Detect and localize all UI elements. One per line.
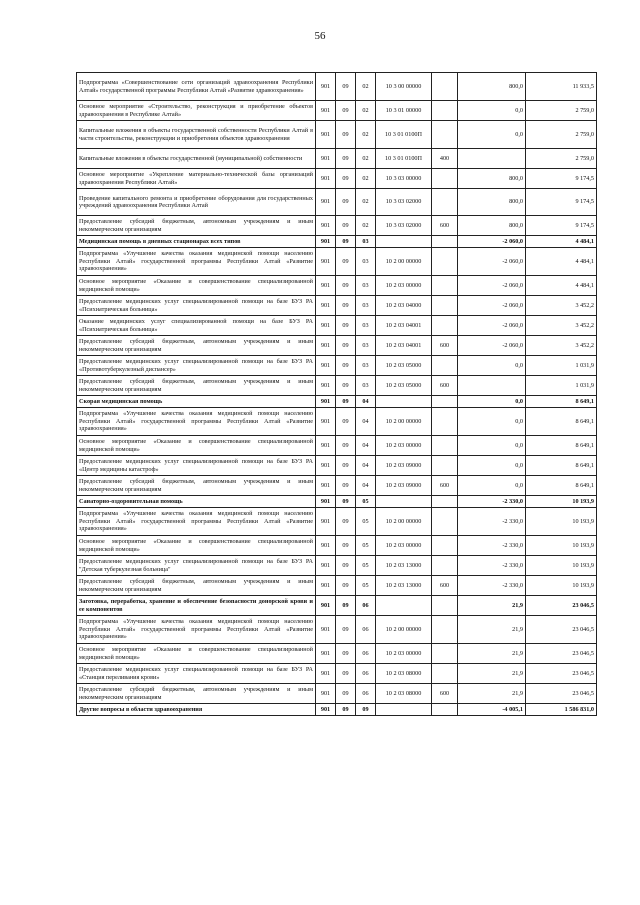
section-code: 09 xyxy=(336,149,356,169)
ministry-code: 901 xyxy=(316,276,336,296)
ministry-code: 901 xyxy=(316,436,336,456)
row-name: Другие вопросы в области здравоохранения xyxy=(77,704,316,716)
expense-type xyxy=(432,644,458,664)
expense-type xyxy=(432,356,458,376)
change-amount: -2 330,0 xyxy=(458,536,526,556)
expense-type: 600 xyxy=(432,476,458,496)
table-row xyxy=(77,704,597,716)
change-amount xyxy=(458,376,526,396)
ministry-code: 901 xyxy=(316,556,336,576)
row-name: Медицинская помощь в дневных стационарах всех типов xyxy=(77,236,316,248)
change-amount: 800,0 xyxy=(458,169,526,189)
target-article xyxy=(376,596,432,616)
ministry-code: 901 xyxy=(316,596,336,616)
row-name: Предоставление медицинских услуг специализированной помощи на базе БУЗ РА «Противотуберкулезный диспансер» xyxy=(77,356,316,376)
ministry-code: 901 xyxy=(316,149,336,169)
target-article: 10 2 03 09000 xyxy=(376,456,432,476)
expense-type xyxy=(432,704,458,716)
expense-type: 600 xyxy=(432,216,458,236)
section-code: 09 xyxy=(336,556,356,576)
row-name: Подпрограмма «Улучшение качества оказания медицинской помощи населению Республики Алтай» государственной программы Республики Алтай «Развитие здравоохранения» xyxy=(77,248,316,276)
row-name: Подпрограмма «Совершенствование сети организаций здравоохранения Республики Алтай» государственной программы Республики Алтай «Развитие здравоохранения» xyxy=(77,73,316,101)
row-name: Предоставление субсидий бюджетным, автономным учреждениям и иным некоммерческим организациям xyxy=(77,576,316,596)
total-amount: 8 649,1 xyxy=(526,396,597,408)
section-code: 09 xyxy=(336,396,356,408)
table-row xyxy=(77,664,597,684)
subsection-code: 05 xyxy=(356,496,376,508)
expense-type: 600 xyxy=(432,376,458,396)
table-row xyxy=(77,248,597,276)
subsection-code: 09 xyxy=(356,704,376,716)
row-name: Предоставление субсидий бюджетным, автономным учреждениям и иным некоммерческим организациям xyxy=(77,376,316,396)
subsection-code: 03 xyxy=(356,336,376,356)
row-name: Основное мероприятие «Оказание и совершенствование специализированной медицинской помощи» xyxy=(77,536,316,556)
subsection-code: 03 xyxy=(356,316,376,336)
target-article: 10 2 03 05000 xyxy=(376,356,432,376)
target-article: 10 2 03 13000 xyxy=(376,556,432,576)
row-name: Предоставление медицинских услуг специализированной помощи на базе БУЗ РА «Станция переливания крови» xyxy=(77,664,316,684)
target-article xyxy=(376,236,432,248)
expense-type xyxy=(432,189,458,216)
subsection-code: 03 xyxy=(356,236,376,248)
table-row xyxy=(77,276,597,296)
change-amount: -4 005,1 xyxy=(458,704,526,716)
expense-type xyxy=(432,496,458,508)
subsection-code: 03 xyxy=(356,248,376,276)
target-article: 10 2 03 05000 xyxy=(376,376,432,396)
change-amount: -2 330,0 xyxy=(458,508,526,536)
row-name: Предоставление медицинских услуг специализированной помощи на базе БУЗ РА «Психиатрическая больница» xyxy=(77,296,316,316)
expense-type: 400 xyxy=(432,149,458,169)
expense-type xyxy=(432,169,458,189)
ministry-code: 901 xyxy=(316,336,336,356)
subsection-code: 02 xyxy=(356,149,376,169)
table-row xyxy=(77,556,597,576)
section-code: 09 xyxy=(336,644,356,664)
target-article: 10 2 03 00000 xyxy=(376,644,432,664)
target-article: 10 2 03 04001 xyxy=(376,316,432,336)
row-name: Предоставление субсидий бюджетным, автономным учреждениям и иным некоммерческим организациям xyxy=(77,684,316,704)
row-name: Основное мероприятие «Строительство, реконструкция и приобретение объектов здравоохранения в Республике Алтай» xyxy=(77,101,316,121)
table-row xyxy=(77,149,597,169)
section-code: 09 xyxy=(336,536,356,556)
target-article: 10 2 03 04001 xyxy=(376,336,432,356)
expense-type xyxy=(432,436,458,456)
ministry-code: 901 xyxy=(316,616,336,644)
change-amount: -2 060,0 xyxy=(458,276,526,296)
subsection-code: 02 xyxy=(356,189,376,216)
row-name: Скорая медицинская помощь xyxy=(77,396,316,408)
section-code: 09 xyxy=(336,664,356,684)
change-amount: -2 060,0 xyxy=(458,316,526,336)
ministry-code: 901 xyxy=(316,644,336,664)
table-row xyxy=(77,216,597,236)
change-amount: 21,9 xyxy=(458,596,526,616)
change-amount: -2 060,0 xyxy=(458,236,526,248)
table-row xyxy=(77,296,597,316)
ministry-code: 901 xyxy=(316,704,336,716)
total-amount: 1 586 831,0 xyxy=(526,704,597,716)
section-code: 09 xyxy=(336,704,356,716)
ministry-code: 901 xyxy=(316,296,336,316)
expense-type xyxy=(432,296,458,316)
expense-type xyxy=(432,396,458,408)
expense-type xyxy=(432,536,458,556)
subsection-code: 02 xyxy=(356,73,376,101)
row-name: Заготовка, переработка, хранение и обеспечение безопасности донорской крови и ее компонентов xyxy=(77,596,316,616)
ministry-code: 901 xyxy=(316,396,336,408)
expense-type xyxy=(432,101,458,121)
subsection-code: 05 xyxy=(356,576,376,596)
table-row xyxy=(77,169,597,189)
subsection-code: 05 xyxy=(356,508,376,536)
change-amount: 21,9 xyxy=(458,684,526,704)
table-row xyxy=(77,596,597,616)
total-amount: 10 193,9 xyxy=(526,556,597,576)
expense-type xyxy=(432,73,458,101)
total-amount: 2 759,0 xyxy=(526,101,597,121)
expense-type: 600 xyxy=(432,684,458,704)
row-name: Предоставление медицинских услуг специализированной помощи на базе БУЗ РА «Центр медицины катастроф» xyxy=(77,456,316,476)
target-article: 10 2 00 00000 xyxy=(376,248,432,276)
target-article xyxy=(376,704,432,716)
row-name: Оказание медицинских услуг специализированной помощи на базе БУЗ РА «Психиатрическая больница» xyxy=(77,316,316,336)
target-article: 10 3 03 00000 xyxy=(376,169,432,189)
total-amount: 1 031,9 xyxy=(526,356,597,376)
table-row xyxy=(77,316,597,336)
subsection-code: 04 xyxy=(356,408,376,436)
ministry-code: 901 xyxy=(316,664,336,684)
table-row xyxy=(77,408,597,436)
change-amount: 21,9 xyxy=(458,616,526,644)
subsection-code: 04 xyxy=(356,436,376,456)
section-code: 09 xyxy=(336,476,356,496)
ministry-code: 901 xyxy=(316,121,336,149)
row-name: Проведение капитального ремонта и приобретение оборудования для государственных учреждений здравоохранения Республики Алтай xyxy=(77,189,316,216)
page-number: 56 xyxy=(314,30,326,42)
change-amount: 0,0 xyxy=(458,121,526,149)
section-code: 09 xyxy=(336,236,356,248)
subsection-code: 03 xyxy=(356,296,376,316)
change-amount: -2 060,0 xyxy=(458,296,526,316)
expense-type xyxy=(432,236,458,248)
subsection-code: 04 xyxy=(356,476,376,496)
change-amount xyxy=(458,149,526,169)
row-name: Капитальные вложения в объекты государственной (муниципальной) собственности xyxy=(77,149,316,169)
table-row xyxy=(77,536,597,556)
total-amount: 3 452,2 xyxy=(526,296,597,316)
target-article: 10 3 03 02000 xyxy=(376,216,432,236)
change-amount: 0,0 xyxy=(458,396,526,408)
row-name: Подпрограмма «Улучшение качества оказания медицинской помощи населению Республики Алтай» государственной программы Республики Алтай «Развитие здравоохранения» xyxy=(77,408,316,436)
subsection-code: 04 xyxy=(356,456,376,476)
table-row xyxy=(77,336,597,356)
section-code: 09 xyxy=(336,121,356,149)
row-name: Подпрограмма «Улучшение качества оказания медицинской помощи населению Республики Алтай» государственной программы Республики Алтай «Развитие здравоохранения» xyxy=(77,508,316,536)
total-amount: 1 031,9 xyxy=(526,376,597,396)
section-code: 09 xyxy=(336,216,356,236)
section-code: 09 xyxy=(336,616,356,644)
table-row xyxy=(77,476,597,496)
target-article: 10 2 03 00000 xyxy=(376,436,432,456)
ministry-code: 901 xyxy=(316,356,336,376)
total-amount: 4 484,1 xyxy=(526,248,597,276)
ministry-code: 901 xyxy=(316,73,336,101)
ministry-code: 901 xyxy=(316,508,336,536)
expense-type xyxy=(432,456,458,476)
change-amount: 800,0 xyxy=(458,73,526,101)
row-name: Предоставление субсидий бюджетным, автономным учреждениям и иным некоммерческим организациям xyxy=(77,216,316,236)
section-code: 09 xyxy=(336,456,356,476)
section-code: 09 xyxy=(336,436,356,456)
total-amount: 10 193,9 xyxy=(526,496,597,508)
total-amount: 10 193,9 xyxy=(526,508,597,536)
target-article: 10 2 03 00000 xyxy=(376,276,432,296)
change-amount: -2 060,0 xyxy=(458,336,526,356)
expense-type xyxy=(432,596,458,616)
table-row xyxy=(77,684,597,704)
total-amount: 8 649,1 xyxy=(526,436,597,456)
table-row xyxy=(77,576,597,596)
subsection-code: 06 xyxy=(356,616,376,644)
total-amount: 23 046,5 xyxy=(526,684,597,704)
ministry-code: 901 xyxy=(316,684,336,704)
target-article xyxy=(376,496,432,508)
table-row xyxy=(77,236,597,248)
subsection-code: 02 xyxy=(356,216,376,236)
total-amount: 10 193,9 xyxy=(526,576,597,596)
table-row xyxy=(77,189,597,216)
ministry-code: 901 xyxy=(316,476,336,496)
table-row xyxy=(77,121,597,149)
ministry-code: 901 xyxy=(316,316,336,336)
target-article: 10 2 03 09000 xyxy=(376,476,432,496)
subsection-code: 06 xyxy=(356,596,376,616)
section-code: 09 xyxy=(336,596,356,616)
change-amount: 0,0 xyxy=(458,456,526,476)
table-row xyxy=(77,396,597,408)
row-name: Капитальные вложения в объекты государственной собственности Республики Алтай в части строительства, реконструкции и приобретения объектов здравоохранения xyxy=(77,121,316,149)
row-name: Санаторно-оздоровительная помощь xyxy=(77,496,316,508)
change-amount: 0,0 xyxy=(458,101,526,121)
total-amount: 9 174,5 xyxy=(526,169,597,189)
target-article: 10 2 03 08000 xyxy=(376,684,432,704)
target-article: 10 2 03 04000 xyxy=(376,296,432,316)
subsection-code: 05 xyxy=(356,536,376,556)
change-amount: -2 330,0 xyxy=(458,576,526,596)
ministry-code: 901 xyxy=(316,189,336,216)
section-code: 09 xyxy=(336,508,356,536)
total-amount: 23 046,5 xyxy=(526,644,597,664)
section-code: 09 xyxy=(336,336,356,356)
table-body xyxy=(77,73,597,716)
row-name: Предоставление субсидий бюджетным, автономным учреждениям и иным некоммерческим организациям xyxy=(77,476,316,496)
row-name: Предоставление субсидий бюджетным, автономным учреждениям и иным некоммерческим организациям xyxy=(77,336,316,356)
section-code: 09 xyxy=(336,276,356,296)
total-amount: 4 484,1 xyxy=(526,236,597,248)
target-article: 10 3 03 02000 xyxy=(376,189,432,216)
ministry-code: 901 xyxy=(316,408,336,436)
change-amount: 0,0 xyxy=(458,408,526,436)
section-code: 09 xyxy=(336,496,356,508)
subsection-code: 05 xyxy=(356,556,376,576)
ministry-code: 901 xyxy=(316,456,336,476)
target-article: 10 3 00 00000 xyxy=(376,73,432,101)
expense-type xyxy=(432,616,458,644)
table-row xyxy=(77,101,597,121)
ministry-code: 901 xyxy=(316,576,336,596)
ministry-code: 901 xyxy=(316,101,336,121)
table-row xyxy=(77,616,597,644)
section-code: 09 xyxy=(336,189,356,216)
target-article: 10 3 01 00000 xyxy=(376,101,432,121)
ministry-code: 901 xyxy=(316,169,336,189)
change-amount: 21,9 xyxy=(458,644,526,664)
section-code: 09 xyxy=(336,684,356,704)
subsection-code: 06 xyxy=(356,664,376,684)
expense-type xyxy=(432,408,458,436)
section-code: 09 xyxy=(336,73,356,101)
total-amount: 23 046,5 xyxy=(526,664,597,684)
row-name: Основное мероприятие «Оказание и совершенствование специализированной медицинской помощи» xyxy=(77,436,316,456)
ministry-code: 901 xyxy=(316,236,336,248)
total-amount: 23 046,5 xyxy=(526,596,597,616)
total-amount: 3 452,2 xyxy=(526,336,597,356)
section-code: 09 xyxy=(336,248,356,276)
row-name: Предоставление медицинских услуг специализированной помощи на базе БУЗ РА "Детская туберкулезная больница" xyxy=(77,556,316,576)
total-amount: 8 649,1 xyxy=(526,408,597,436)
change-amount: 800,0 xyxy=(458,216,526,236)
section-code: 09 xyxy=(336,576,356,596)
subsection-code: 02 xyxy=(356,121,376,149)
subsection-code: 06 xyxy=(356,684,376,704)
table-row xyxy=(77,436,597,456)
ministry-code: 901 xyxy=(316,376,336,396)
total-amount: 9 174,5 xyxy=(526,189,597,216)
expense-type xyxy=(432,248,458,276)
section-code: 09 xyxy=(336,296,356,316)
total-amount: 9 174,5 xyxy=(526,216,597,236)
target-article: 10 2 00 00000 xyxy=(376,408,432,436)
row-name: Основное мероприятие «Оказание и совершенствование специализированной медицинской помощи» xyxy=(77,644,316,664)
target-article: 10 3 01 0100П xyxy=(376,121,432,149)
change-amount: 0,0 xyxy=(458,436,526,456)
expense-type: 600 xyxy=(432,576,458,596)
ministry-code: 901 xyxy=(316,496,336,508)
section-code: 09 xyxy=(336,356,356,376)
change-amount: -2 060,0 xyxy=(458,248,526,276)
total-amount: 10 193,9 xyxy=(526,536,597,556)
expense-type xyxy=(432,121,458,149)
change-amount: -2 330,0 xyxy=(458,556,526,576)
row-name: Основное мероприятие «Оказание и совершенствование специализированной медицинской помощи» xyxy=(77,276,316,296)
change-amount: 0,0 xyxy=(458,476,526,496)
subsection-code: 02 xyxy=(356,101,376,121)
table-row xyxy=(77,356,597,376)
target-article xyxy=(376,396,432,408)
section-code: 09 xyxy=(336,376,356,396)
table-row xyxy=(77,376,597,396)
target-article: 10 2 03 13000 xyxy=(376,576,432,596)
target-article: 10 2 00 00000 xyxy=(376,616,432,644)
expense-type: 600 xyxy=(432,336,458,356)
subsection-code: 06 xyxy=(356,644,376,664)
total-amount: 4 484,1 xyxy=(526,276,597,296)
subsection-code: 03 xyxy=(356,356,376,376)
table-row xyxy=(77,644,597,664)
row-name: Основное мероприятие «Укрепление материально-технической базы организаций здравоохранения Республики Алтай» xyxy=(77,169,316,189)
target-article: 10 2 03 00000 xyxy=(376,536,432,556)
subsection-code: 04 xyxy=(356,396,376,408)
total-amount: 2 759,0 xyxy=(526,149,597,169)
subsection-code: 03 xyxy=(356,276,376,296)
section-code: 09 xyxy=(336,169,356,189)
budget-table xyxy=(76,72,597,716)
total-amount: 23 046,5 xyxy=(526,616,597,644)
expense-type xyxy=(432,664,458,684)
row-name: Подпрограмма «Улучшение качества оказания медицинской помощи населению Республики Алтай» государственной программы Республики Алтай «Развитие здравоохранения» xyxy=(77,616,316,644)
section-code: 09 xyxy=(336,101,356,121)
ministry-code: 901 xyxy=(316,216,336,236)
change-amount: 21,9 xyxy=(458,664,526,684)
change-amount: 800,0 xyxy=(458,189,526,216)
ministry-code: 901 xyxy=(316,536,336,556)
table-row xyxy=(77,73,597,101)
expense-type xyxy=(432,508,458,536)
target-article: 10 2 03 08000 xyxy=(376,664,432,684)
target-article: 10 3 01 0100П xyxy=(376,149,432,169)
target-article: 10 2 00 00000 xyxy=(376,508,432,536)
subsection-code: 02 xyxy=(356,169,376,189)
table-row xyxy=(77,496,597,508)
subsection-code: 03 xyxy=(356,376,376,396)
section-code: 09 xyxy=(336,316,356,336)
expense-type xyxy=(432,556,458,576)
section-code: 09 xyxy=(336,408,356,436)
change-amount: 0,0 xyxy=(458,356,526,376)
expense-type xyxy=(432,316,458,336)
table-row xyxy=(77,508,597,536)
total-amount: 2 759,0 xyxy=(526,121,597,149)
total-amount: 8 649,1 xyxy=(526,456,597,476)
ministry-code: 901 xyxy=(316,248,336,276)
change-amount: -2 330,0 xyxy=(458,496,526,508)
expense-type xyxy=(432,276,458,296)
total-amount: 3 452,2 xyxy=(526,316,597,336)
total-amount: 8 649,1 xyxy=(526,476,597,496)
table-row xyxy=(77,456,597,476)
total-amount: 11 933,5 xyxy=(526,73,597,101)
